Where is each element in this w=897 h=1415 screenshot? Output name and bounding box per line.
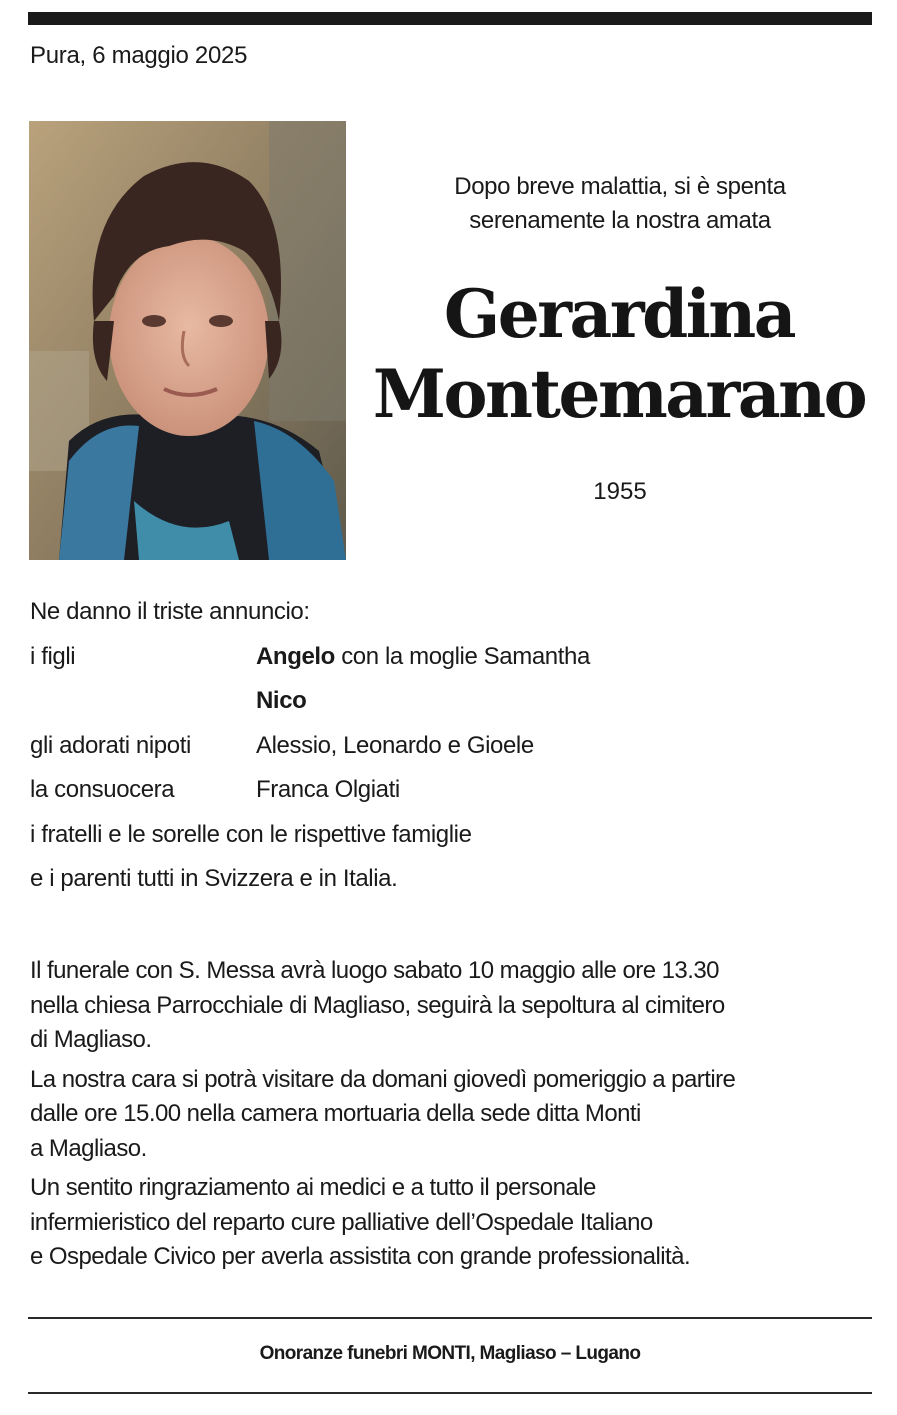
birth-year: 1955 xyxy=(593,478,647,505)
paragraph-line: infermieristico del reparto cure palliative dell’Ospedale Italiano xyxy=(30,1208,653,1236)
family-row xyxy=(30,635,870,680)
deceased-name xyxy=(362,274,876,434)
family-bold-name: Angelo xyxy=(256,642,335,670)
family-row xyxy=(30,679,870,724)
family-row xyxy=(30,768,870,813)
family-names xyxy=(256,635,590,679)
intro-line-2: serenamente la nostra amata xyxy=(469,207,771,234)
paragraph-line: di Magliaso. xyxy=(30,1026,152,1053)
family-rest: Franca Olgiati xyxy=(256,776,400,803)
paragraph-line: La nostra cara si potrà visitare da domani giovedì pomeriggio a partire xyxy=(30,1065,736,1093)
paragraph-line: dalle ore 15.00 nella camera mortuaria della sede ditta Monti xyxy=(30,1100,641,1127)
funeral-home: Onoranze funebri MONTI, Magliaso – Lugano xyxy=(259,1343,641,1364)
paragraph-line: e Ospedale Civico per averla assistita con grande professionalità. xyxy=(30,1243,691,1270)
intro-text xyxy=(370,170,870,238)
family-intro: Ne danno il triste annuncio: xyxy=(30,598,310,625)
family-relation: la consuocera xyxy=(30,776,175,803)
family-names xyxy=(256,679,306,723)
family-relation: i figli xyxy=(30,642,76,670)
family-relatives: e i parenti tutti in Svizzera e in Italia. xyxy=(30,865,398,892)
visitation-paragraph xyxy=(30,1063,875,1167)
paragraph-line: a Magliaso. xyxy=(30,1134,147,1162)
paragraph-line: nella chiesa Parrocchiale di Magliaso, seguirà la sepoltura al cimitero xyxy=(30,991,725,1019)
portrait-photo xyxy=(29,121,346,560)
family-names xyxy=(256,768,400,812)
paragraph-line: Un sentito ringraziamento ai medici e a tutto il personale xyxy=(30,1174,596,1201)
footer-rule-top xyxy=(28,1317,872,1319)
family-siblings: i fratelli e le sorelle con le rispettive famiglie xyxy=(30,820,472,848)
notice-paragraphs xyxy=(30,954,875,1280)
funeral-paragraph xyxy=(30,954,875,1058)
footer-rule-bottom xyxy=(28,1392,872,1394)
paragraph-line: Il funerale con S. Messa avrà luogo sabato 10 maggio alle ore 13.30 xyxy=(30,957,719,984)
family-rest: con la moglie Samantha xyxy=(334,642,590,670)
family-row xyxy=(30,724,870,769)
top-rule xyxy=(28,12,872,25)
family-rest: Alessio, Leonardo e Gioele xyxy=(256,731,534,759)
first-name: Gerardina xyxy=(443,275,795,353)
thanks-paragraph xyxy=(30,1171,875,1275)
place-date: Pura, 6 maggio 2025 xyxy=(30,42,248,69)
intro-line-1: Dopo breve malattia, si è spenta xyxy=(454,173,786,200)
family-relation: gli adorati nipoti xyxy=(30,731,191,759)
family-bold-name: Nico xyxy=(256,687,307,714)
family-announcement xyxy=(30,590,870,902)
last-name: Montemarano xyxy=(372,355,866,433)
family-names xyxy=(256,724,534,768)
